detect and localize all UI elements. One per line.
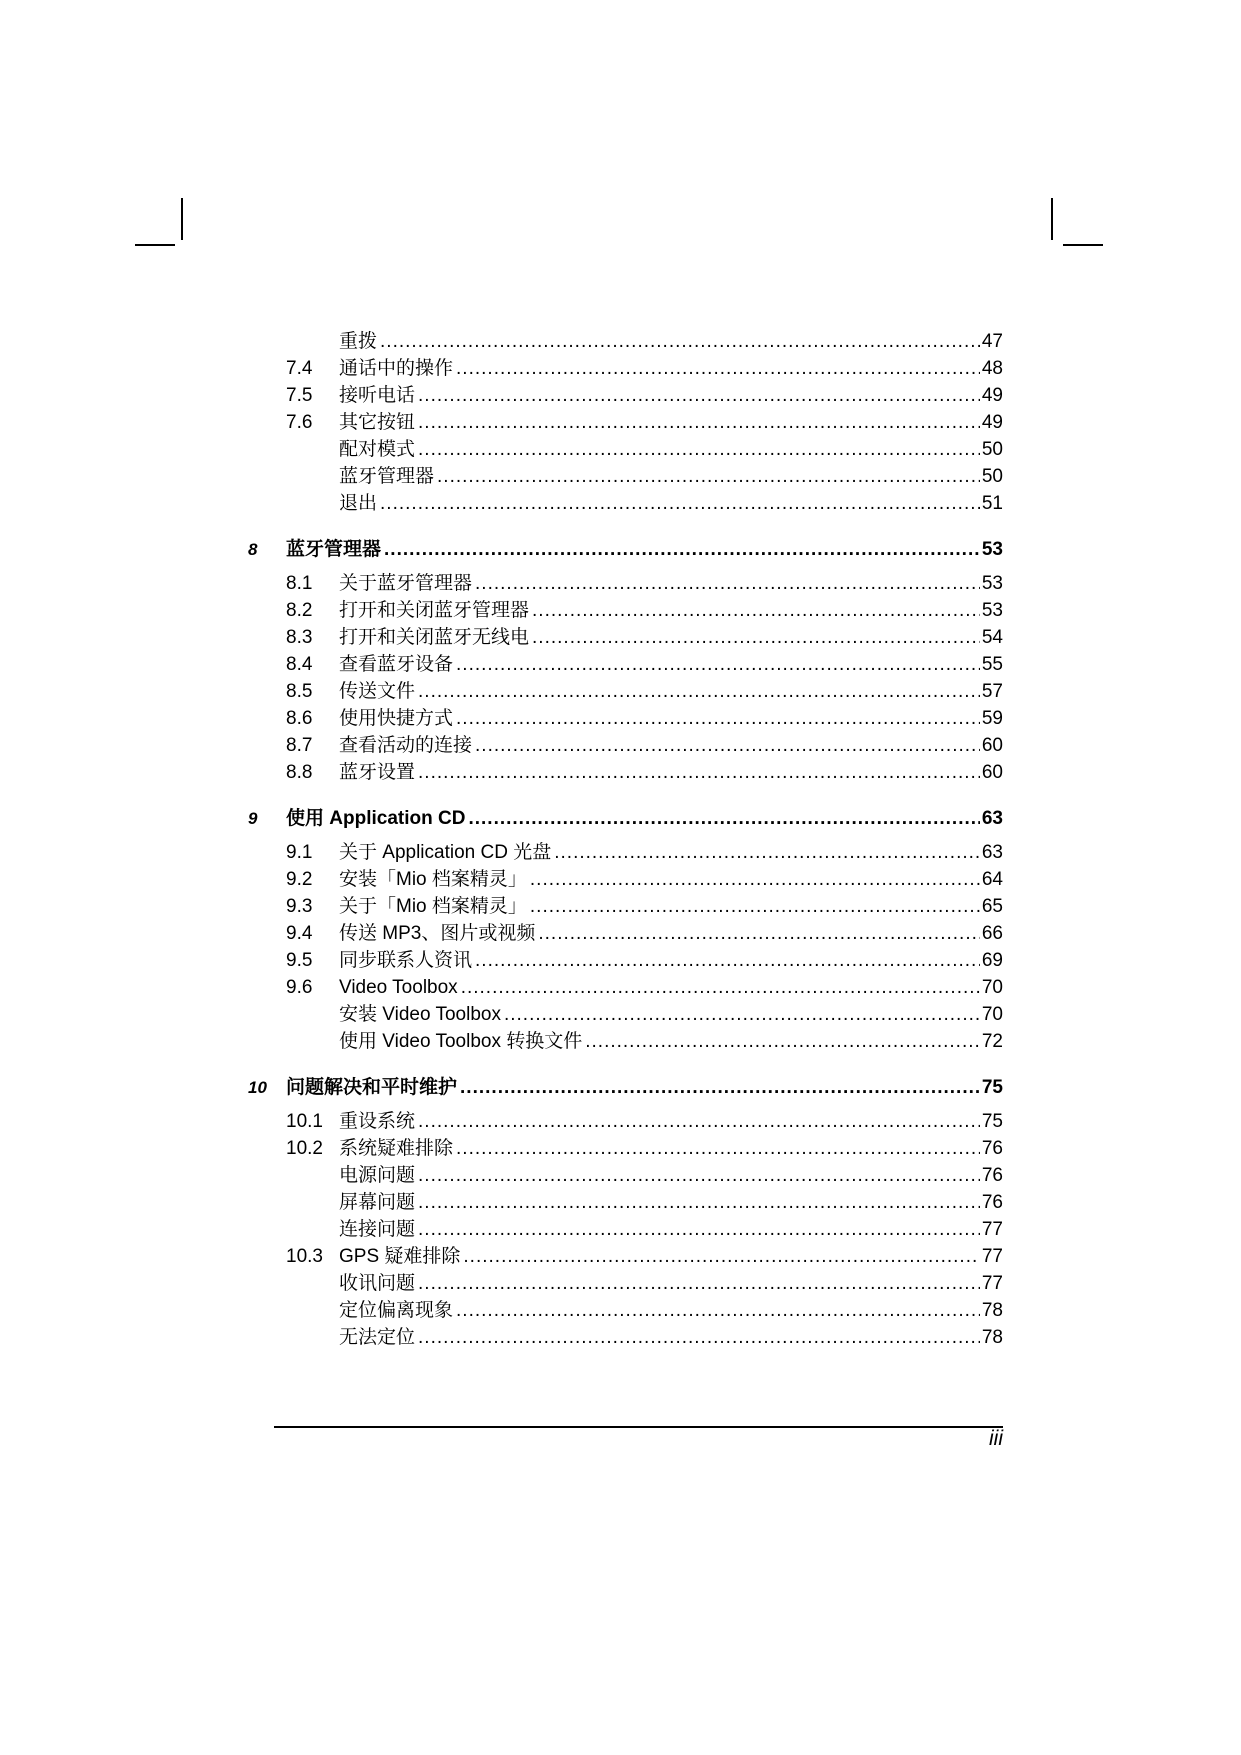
crop-mark-left-vertical bbox=[181, 198, 183, 240]
toc-entry[interactable] bbox=[246, 866, 1003, 893]
toc-page-number[interactable]: 53 bbox=[981, 600, 1003, 621]
toc-entry-line bbox=[339, 570, 1003, 597]
dot-leader bbox=[456, 355, 980, 382]
dot-leader bbox=[460, 1073, 980, 1103]
toc-page-number[interactable]: 76 bbox=[981, 1192, 1003, 1213]
toc-entry[interactable] bbox=[246, 1162, 1003, 1189]
dot-leader bbox=[456, 1297, 980, 1324]
dot-leader bbox=[418, 1108, 980, 1135]
dot-leader bbox=[456, 1135, 980, 1162]
toc-entry-title[interactable]: 重设系统 bbox=[339, 1111, 416, 1132]
toc-entry-title[interactable]: 关于 Application CD 光盘 bbox=[339, 842, 552, 863]
dot-leader bbox=[418, 1324, 980, 1351]
footer-rule bbox=[274, 1426, 1003, 1428]
toc-page-number[interactable]: 60 bbox=[981, 735, 1003, 756]
toc-entry-line bbox=[339, 839, 1003, 866]
toc-section-number: 10.3 bbox=[286, 1246, 323, 1267]
toc-entry[interactable] bbox=[246, 678, 1003, 705]
toc-page-number[interactable]: 72 bbox=[981, 1031, 1003, 1052]
toc-entry-title[interactable]: 同步联系人资讯 bbox=[339, 950, 473, 971]
toc-entry-line bbox=[286, 804, 1003, 834]
toc-page-number[interactable]: 53 bbox=[981, 539, 1003, 560]
toc-page-number[interactable]: 75 bbox=[981, 1077, 1003, 1098]
dot-leader bbox=[418, 1162, 980, 1189]
crop-mark-left-horizontal bbox=[135, 244, 175, 246]
toc-page-number[interactable]: 69 bbox=[981, 950, 1003, 971]
toc-page-number[interactable]: 60 bbox=[981, 762, 1003, 783]
toc-section-number: 10.1 bbox=[286, 1111, 323, 1132]
crop-mark-right-vertical bbox=[1051, 198, 1053, 240]
toc-chapter-entry[interactable] bbox=[246, 804, 1003, 834]
toc-section-number: 8.5 bbox=[286, 681, 313, 702]
dot-leader bbox=[554, 839, 980, 866]
toc-entry-line bbox=[339, 409, 1003, 436]
toc-entry-line bbox=[339, 947, 1003, 974]
toc-entry[interactable] bbox=[246, 1216, 1003, 1243]
toc-entry[interactable] bbox=[246, 436, 1003, 463]
toc-chapter-number: 10 bbox=[248, 1078, 267, 1097]
toc-entry[interactable] bbox=[246, 328, 1003, 355]
toc-entry-title[interactable]: 无法定位 bbox=[339, 1327, 416, 1348]
toc-page-number[interactable]: 78 bbox=[981, 1327, 1003, 1348]
toc-section-number: 9.4 bbox=[286, 923, 313, 944]
page-number: iii bbox=[989, 1427, 1003, 1450]
toc-page-number[interactable]: 63 bbox=[981, 808, 1003, 829]
toc-entry[interactable] bbox=[246, 1243, 1003, 1270]
toc-entry[interactable] bbox=[246, 624, 1003, 651]
toc-page-number[interactable]: 59 bbox=[981, 708, 1003, 729]
dot-leader bbox=[418, 1216, 980, 1243]
toc-section-number: 9.1 bbox=[286, 842, 313, 863]
toc-section-number: 7.4 bbox=[286, 358, 313, 379]
toc-entry-title[interactable]: 查看活动的连接 bbox=[339, 735, 473, 756]
toc-entry-line bbox=[339, 597, 1003, 624]
toc-entry-title[interactable]: 屏幕问题 bbox=[339, 1192, 416, 1213]
toc-page-number[interactable]: 70 bbox=[981, 977, 1003, 998]
toc-entry[interactable] bbox=[246, 355, 1003, 382]
table-of-contents bbox=[246, 328, 1003, 1351]
toc-chapter-number: 8 bbox=[248, 540, 258, 559]
toc-entry-title[interactable]: 通话中的操作 bbox=[339, 358, 454, 379]
toc-entry-line bbox=[339, 893, 1003, 920]
toc-entry-title[interactable]: 安装「Mio 档案精灵」 bbox=[339, 869, 527, 890]
toc-entry[interactable] bbox=[246, 705, 1003, 732]
toc-entry[interactable] bbox=[246, 920, 1003, 947]
toc-entry-title[interactable]: 传送文件 bbox=[339, 681, 416, 702]
toc-entry[interactable] bbox=[246, 490, 1003, 517]
toc-entry-line bbox=[339, 624, 1003, 651]
toc-entry-line bbox=[339, 1028, 1003, 1055]
dot-leader bbox=[456, 651, 980, 678]
dot-leader bbox=[380, 490, 980, 517]
toc-entry-line bbox=[339, 678, 1003, 705]
toc-entry-title[interactable]: 关于「Mio 档案精灵」 bbox=[339, 896, 527, 917]
toc-entry-line bbox=[339, 1297, 1003, 1324]
toc-entry[interactable] bbox=[246, 1001, 1003, 1028]
toc-entry-title[interactable]: 连接问题 bbox=[339, 1219, 416, 1240]
dot-leader bbox=[380, 328, 980, 355]
toc-entry[interactable] bbox=[246, 1297, 1003, 1324]
toc-section-number: 8.4 bbox=[286, 654, 313, 675]
toc-entry-title[interactable]: GPS 疑难排除 bbox=[339, 1246, 461, 1267]
toc-entry-line bbox=[339, 436, 1003, 463]
crop-mark-right-horizontal bbox=[1063, 244, 1103, 246]
toc-entry[interactable] bbox=[246, 947, 1003, 974]
toc-entry[interactable] bbox=[246, 382, 1003, 409]
dot-leader bbox=[418, 759, 980, 786]
toc-entry-line bbox=[339, 651, 1003, 678]
toc-page-number[interactable]: 77 bbox=[981, 1219, 1003, 1240]
dot-leader bbox=[585, 1028, 980, 1055]
toc-entry-title[interactable]: 蓝牙设置 bbox=[339, 762, 416, 783]
toc-page-number[interactable]: 76 bbox=[981, 1138, 1003, 1159]
toc-entry[interactable] bbox=[246, 1135, 1003, 1162]
dot-leader bbox=[532, 624, 980, 651]
toc-entry-title[interactable]: 其它按钮 bbox=[339, 412, 416, 433]
toc-entry-title[interactable]: 安装 Video Toolbox bbox=[339, 1004, 501, 1025]
toc-entry-line bbox=[286, 535, 1003, 565]
toc-entry[interactable] bbox=[246, 732, 1003, 759]
toc-page-number[interactable]: 76 bbox=[981, 1165, 1003, 1186]
dot-leader bbox=[418, 436, 980, 463]
toc-chapter-number: 9 bbox=[248, 809, 258, 828]
toc-entry[interactable] bbox=[246, 893, 1003, 920]
toc-page-number[interactable]: 66 bbox=[981, 923, 1003, 944]
toc-entry[interactable] bbox=[246, 597, 1003, 624]
toc-page-number[interactable]: 51 bbox=[981, 493, 1003, 514]
toc-page-number[interactable]: 64 bbox=[981, 869, 1003, 890]
toc-page-number[interactable]: 50 bbox=[981, 466, 1003, 487]
toc-entry-title[interactable]: 打开和关闭蓝牙管理器 bbox=[339, 600, 530, 621]
toc-entry-title[interactable]: 关于蓝牙管理器 bbox=[339, 573, 473, 594]
toc-entry-line bbox=[339, 974, 1003, 1001]
dot-leader bbox=[418, 1189, 980, 1216]
toc-entry-title[interactable]: 定位偏离现象 bbox=[339, 1300, 454, 1321]
toc-page-number[interactable]: 70 bbox=[981, 1004, 1003, 1025]
toc-entry[interactable] bbox=[246, 1108, 1003, 1135]
toc-entry[interactable] bbox=[246, 651, 1003, 678]
toc-entry[interactable] bbox=[246, 759, 1003, 786]
toc-entry-title[interactable]: 电源问题 bbox=[339, 1165, 416, 1186]
toc-page-number[interactable]: 54 bbox=[981, 627, 1003, 648]
toc-entry-line bbox=[339, 1243, 1003, 1270]
toc-page-number[interactable]: 75 bbox=[981, 1111, 1003, 1132]
toc-entry-line bbox=[339, 920, 1003, 947]
toc-entry-title[interactable]: 退出 bbox=[339, 493, 378, 514]
toc-section-number: 9.2 bbox=[286, 869, 313, 890]
toc-entry-title[interactable]: 重拨 bbox=[339, 331, 378, 352]
toc-entry-line bbox=[339, 1216, 1003, 1243]
toc-entry-line bbox=[339, 1189, 1003, 1216]
toc-entry-title[interactable]: 传送 MP3、图片或视频 bbox=[339, 923, 536, 944]
toc-page-number[interactable]: 50 bbox=[981, 439, 1003, 460]
toc-section-number: 7.6 bbox=[286, 412, 313, 433]
toc-entry[interactable] bbox=[246, 463, 1003, 490]
toc-page-number[interactable]: 53 bbox=[981, 573, 1003, 594]
toc-entry[interactable] bbox=[246, 1270, 1003, 1297]
toc-page-number[interactable]: 55 bbox=[981, 654, 1003, 675]
toc-section-number: 8.6 bbox=[286, 708, 313, 729]
toc-entry-line bbox=[339, 1162, 1003, 1189]
toc-entry-title[interactable]: 蓝牙管理器 bbox=[286, 539, 382, 560]
toc-section-number: 8.7 bbox=[286, 735, 313, 756]
toc-entry-line bbox=[339, 1270, 1003, 1297]
dot-leader bbox=[418, 409, 980, 436]
toc-entry-line bbox=[286, 1073, 1003, 1103]
dot-leader bbox=[475, 732, 980, 759]
toc-page-number[interactable]: 65 bbox=[981, 896, 1003, 917]
toc-section-number: 7.5 bbox=[286, 385, 313, 406]
dot-leader bbox=[461, 974, 980, 1001]
toc-entry-title[interactable]: 使用 Application CD bbox=[286, 808, 466, 829]
toc-entry-title[interactable]: 接听电话 bbox=[339, 385, 416, 406]
toc-page-number[interactable]: 77 bbox=[981, 1273, 1003, 1294]
toc-entry-line bbox=[339, 328, 1003, 355]
toc-entry-line bbox=[339, 490, 1003, 517]
toc-entry[interactable] bbox=[246, 1028, 1003, 1055]
toc-entry-title[interactable]: 使用 Video Toolbox 转换文件 bbox=[339, 1031, 583, 1052]
toc-entry-line bbox=[339, 463, 1003, 490]
toc-chapter-entry[interactable] bbox=[246, 535, 1003, 565]
toc-page-number[interactable]: 57 bbox=[981, 681, 1003, 702]
toc-entry-title[interactable]: 配对模式 bbox=[339, 439, 416, 460]
toc-section-number: 9.6 bbox=[286, 977, 313, 998]
toc-entry-line bbox=[339, 866, 1003, 893]
dot-leader bbox=[532, 597, 980, 624]
toc-page-number[interactable]: 47 bbox=[981, 331, 1003, 352]
dot-leader bbox=[456, 705, 980, 732]
toc-page-number[interactable]: 78 bbox=[981, 1300, 1003, 1321]
toc-entry-line bbox=[339, 1324, 1003, 1351]
toc-entry-line bbox=[339, 732, 1003, 759]
toc-entry-line bbox=[339, 382, 1003, 409]
toc-section-number: 8.3 bbox=[286, 627, 313, 648]
toc-entry-line bbox=[339, 759, 1003, 786]
toc-entry[interactable] bbox=[246, 1324, 1003, 1351]
toc-entry-line bbox=[339, 1001, 1003, 1028]
toc-page-number[interactable]: 49 bbox=[981, 385, 1003, 406]
toc-entry[interactable] bbox=[246, 570, 1003, 597]
dot-leader bbox=[538, 920, 980, 947]
dot-leader bbox=[504, 1001, 980, 1028]
toc-entry-title[interactable]: 蓝牙管理器 bbox=[339, 466, 435, 487]
toc-entry-title[interactable]: 查看蓝牙设备 bbox=[339, 654, 454, 675]
toc-entry-title[interactable]: 问题解决和平时维护 bbox=[286, 1077, 458, 1098]
toc-page-number[interactable]: 49 bbox=[981, 412, 1003, 433]
dot-leader bbox=[418, 1270, 980, 1297]
toc-section-number: 8.8 bbox=[286, 762, 313, 783]
dot-leader bbox=[475, 947, 980, 974]
toc-chapter-entry[interactable] bbox=[246, 1073, 1003, 1103]
toc-entry-line bbox=[339, 705, 1003, 732]
toc-page-number[interactable]: 77 bbox=[981, 1246, 1003, 1267]
toc-entry-title[interactable]: Video Toolbox bbox=[339, 977, 458, 998]
toc-entry-title[interactable]: 使用快捷方式 bbox=[339, 708, 454, 729]
toc-entry-line bbox=[339, 355, 1003, 382]
toc-page-number[interactable]: 48 bbox=[981, 358, 1003, 379]
toc-section-number: 9.3 bbox=[286, 896, 313, 917]
dot-leader bbox=[475, 570, 980, 597]
dot-leader bbox=[463, 1243, 979, 1270]
toc-entry[interactable] bbox=[246, 409, 1003, 436]
toc-section-number: 8.2 bbox=[286, 600, 313, 621]
toc-page-number[interactable]: 63 bbox=[981, 842, 1003, 863]
toc-section-number: 9.5 bbox=[286, 950, 313, 971]
toc-section-number: 8.1 bbox=[286, 573, 313, 594]
dot-leader bbox=[437, 463, 980, 490]
toc-entry[interactable] bbox=[246, 1189, 1003, 1216]
toc-entry-title[interactable]: 系统疑难排除 bbox=[339, 1138, 454, 1159]
dot-leader bbox=[384, 535, 980, 565]
dot-leader bbox=[418, 678, 980, 705]
toc-section-number: 10.2 bbox=[286, 1138, 323, 1159]
dot-leader bbox=[468, 804, 979, 834]
toc-entry-title[interactable]: 打开和关闭蓝牙无线电 bbox=[339, 627, 530, 648]
toc-entry[interactable] bbox=[246, 974, 1003, 1001]
toc-entry-title[interactable]: 收讯问题 bbox=[339, 1273, 416, 1294]
toc-entry-line bbox=[339, 1108, 1003, 1135]
dot-leader bbox=[530, 866, 980, 893]
toc-entry-line bbox=[339, 1135, 1003, 1162]
dot-leader bbox=[530, 893, 980, 920]
dot-leader bbox=[418, 382, 980, 409]
toc-entry[interactable] bbox=[246, 839, 1003, 866]
